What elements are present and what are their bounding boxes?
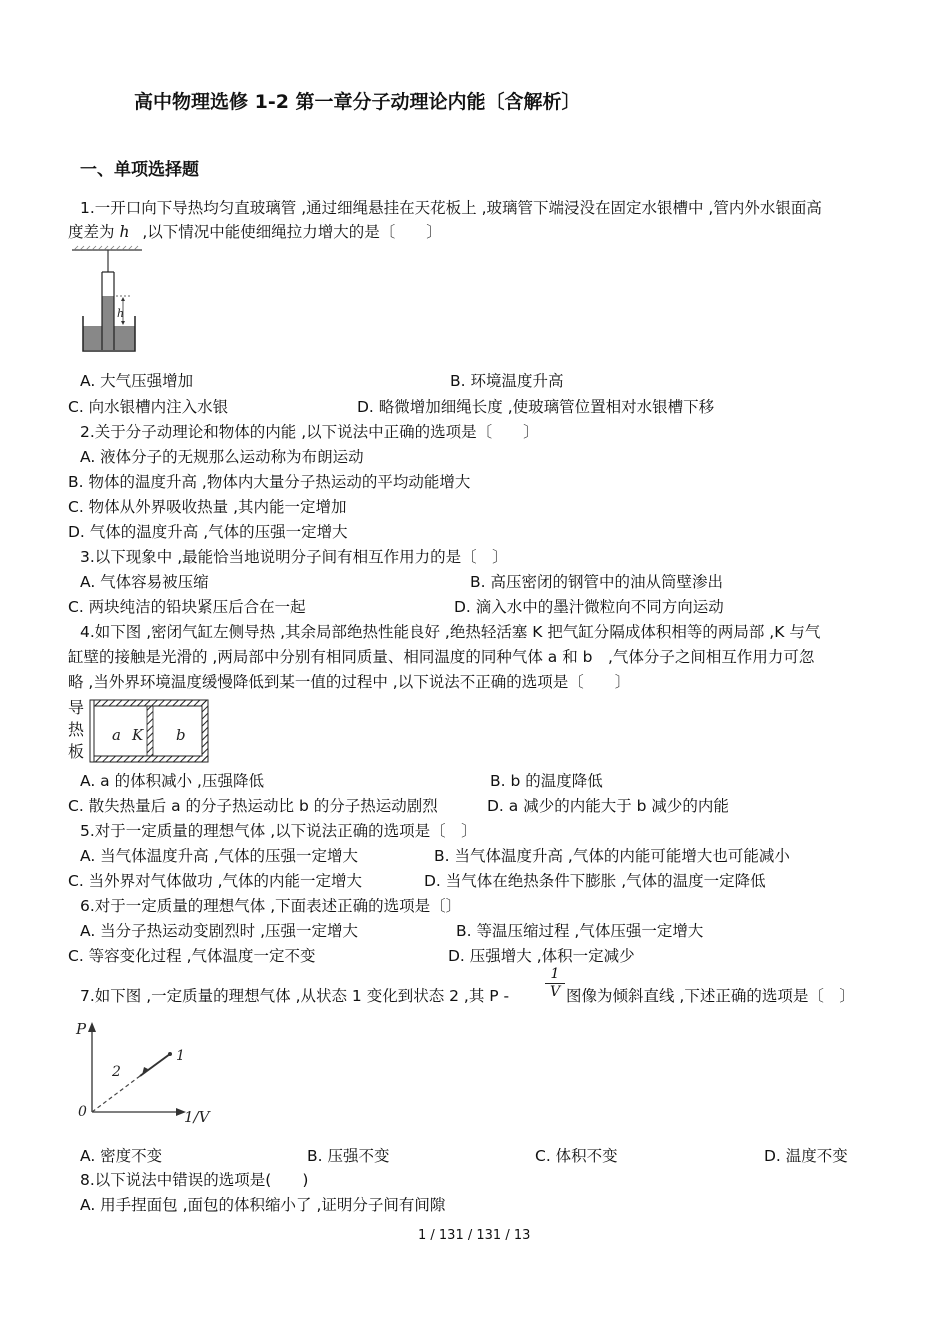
q6-option-a[interactable]: A. 当分子热运动变剧烈时 ,压强一定增大 (80, 922, 359, 940)
q6-stem: 6.对于一定质量的理想气体 ,下面表述正确的选项是〔〕 (80, 897, 462, 915)
q4-fig-b: b (176, 726, 186, 744)
q7-fraction-denominator: V (545, 983, 565, 1001)
q7-option-b[interactable]: B. 压强不变 (307, 1147, 390, 1165)
q7-stem-post: 图像为倾斜直线 ,下述正确的选项是〔 〕 (566, 987, 855, 1005)
page-footer: 1 / 131 / 131 / 13 (418, 1228, 531, 1243)
q4-fig-k: K (132, 726, 144, 744)
q4-option-a[interactable]: A. a 的体积减小 ,压强降低 (80, 772, 264, 790)
q7-fraction-numerator: 1 (550, 966, 560, 982)
q4-fig-label: 导 热 板 (68, 698, 85, 761)
q1-stem-line1: 1.一开口向下导热均匀直玻璃管 ,通过细绳悬挂在天花板上 ,玻璃管下端浸没在固定水银槽中 ,管内外水银面高 (80, 199, 822, 217)
q7-fig-state1-label: 1 (176, 1048, 185, 1064)
q6-option-d[interactable]: D. 压强增大 ,体积一定减少 (448, 947, 635, 965)
q3-stem: 3.以下现象中 ,最能恰当地说明分子间有相互作用力的是〔 〕 (80, 548, 508, 566)
q4-figure (88, 698, 210, 764)
q4-fig-a: a (112, 726, 121, 744)
q3-option-b[interactable]: B. 高压密闭的钢管中的油从筒壁渗出 (470, 573, 723, 591)
q1-option-a[interactable]: A. 大气压强增加 (80, 372, 194, 390)
q5-option-d[interactable]: D. 当气体在绝热条件下膨胀 ,气体的温度一定降低 (424, 872, 766, 890)
q1-figure (68, 246, 148, 356)
q7-fig-state2-label: 2 (112, 1064, 121, 1080)
q7-fig-x-label: 1/V (184, 1108, 210, 1126)
q7-option-c[interactable]: C. 体积不变 (535, 1147, 618, 1165)
q4-stem-line2: 缸壁的接触是光滑的 ,两局部中分别有相同质量、相同温度的同种气体 a 和 b ,气体分子之间相互作用力可忽 (68, 648, 815, 666)
q2-option-a[interactable]: A. 液体分子的无规那么运动称为布朗运动 (80, 448, 364, 466)
q8-stem: 8.以下说法中错误的选项是( ) (80, 1171, 309, 1189)
q1-h-symbol: h (119, 223, 130, 241)
q7-option-d[interactable]: D. 温度不变 (764, 1147, 848, 1165)
q4-option-d[interactable]: D. a 减少的内能大于 b 减少的内能 (487, 797, 729, 815)
q7-fraction (545, 966, 565, 1001)
q2-option-b[interactable]: B. 物体的温度升高 ,物体内大量分子热运动的平均动能增大 (68, 473, 471, 491)
q1-option-d[interactable]: D. 略微增加细绳长度 ,使玻璃管位置相对水银槽下移 (357, 398, 715, 416)
q5-option-a[interactable]: A. 当气体温度升高 ,气体的压强一定增大 (80, 847, 359, 865)
q4-option-c[interactable]: C. 散失热量后 a 的分子热运动比 b 的分子热运动剧烈 (68, 797, 438, 815)
section-heading: 一、单项选择题 (80, 160, 199, 180)
q4-stem-line3: 略 ,当外界环境温度缓慢降低到某一值的过程中 ,以下说法不正确的选项是〔 〕 (68, 673, 631, 691)
q5-stem: 5.对于一定质量的理想气体 ,以下说法正确的选项是〔 〕 (80, 822, 477, 840)
q7-fig-origin-label: 0 (78, 1104, 87, 1120)
q7-stem-pre: 7.如下图 ,一定质量的理想气体 ,从状态 1 变化到状态 2 ,其 P - (80, 987, 510, 1005)
q3-option-c[interactable]: C. 两块纯洁的铅块紧压后合在一起 (68, 598, 306, 616)
q1-stem-line2: 度差为 h ,以下情况中能使细绳拉力增大的是〔 〕 (68, 223, 442, 241)
q2-option-d[interactable]: D. 气体的温度升高 ,气体的压强一定增大 (68, 523, 348, 541)
q7-figure (70, 1018, 230, 1128)
q5-option-b[interactable]: B. 当气体温度升高 ,气体的内能可能增大也可能减小 (434, 847, 790, 865)
q1-fig-h-label: h (117, 307, 125, 320)
q5-option-c[interactable]: C. 当外界对气体做功 ,气体的内能一定增大 (68, 872, 363, 890)
q2-option-c[interactable]: C. 物体从外界吸收热量 ,其内能一定增加 (68, 498, 347, 516)
q4-option-b[interactable]: B. b 的温度降低 (490, 772, 603, 790)
q1-option-c[interactable]: C. 向水银槽内注入水银 (68, 398, 229, 416)
q4-stem-line1: 4.如下图 ,密闭气缸左侧导热 ,其余局部绝热性能良好 ,绝热轻活塞 K 把气缸分隔成体积相等的两局部 ,K 与气 (80, 623, 821, 641)
q7-option-a[interactable]: A. 密度不变 (80, 1147, 163, 1165)
q3-option-d[interactable]: D. 滴入水中的墨汁微粒向不同方向运动 (454, 598, 724, 616)
q3-option-a[interactable]: A. 气体容易被压缩 (80, 573, 209, 591)
q2-stem: 2.关于分子动理论和物体的内能 ,以下说法中正确的选项是〔 〕 (80, 423, 539, 441)
q6-option-b[interactable]: B. 等温压缩过程 ,气体压强一定增大 (456, 922, 704, 940)
q7-fig-p-label: P (76, 1020, 87, 1038)
q8-option-a[interactable]: A. 用手捏面包 ,面包的体积缩小了 ,证明分子间有间隙 (80, 1196, 446, 1214)
page-title: 高中物理选修 1-2 第一章分子动理论内能〔含解析〕 (134, 91, 581, 113)
q6-option-c[interactable]: C. 等容变化过程 ,气体温度一定不变 (68, 947, 316, 965)
q1-option-b[interactable]: B. 环境温度升高 (450, 372, 564, 390)
